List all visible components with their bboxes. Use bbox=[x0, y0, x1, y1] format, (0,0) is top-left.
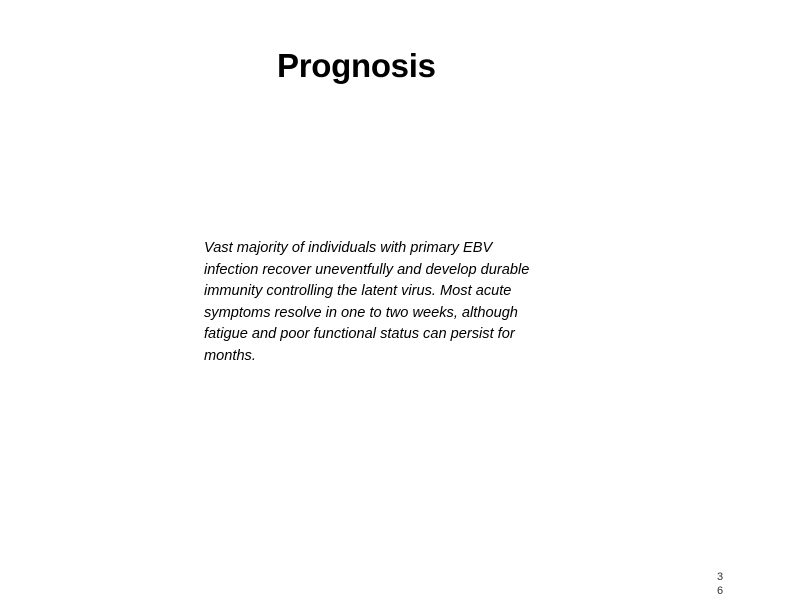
body-line: infection recover uneventfully and develop durable bbox=[204, 261, 530, 278]
page-number-digit: 3 bbox=[717, 571, 724, 583]
page-number-digit: 6 bbox=[717, 585, 724, 597]
body-line: months. bbox=[204, 347, 256, 364]
page-number bbox=[717, 570, 729, 598]
body-paragraph bbox=[204, 238, 594, 367]
slide-title: Prognosis bbox=[277, 47, 436, 84]
body-line: Vast majority of individuals with primary EBV bbox=[204, 240, 493, 256]
body-line: symptoms resolve in one to two weeks, although bbox=[204, 304, 518, 321]
body-line: fatigue and poor functional status can persist for bbox=[204, 326, 515, 342]
body-line: immunity controlling the latent virus. Most acute bbox=[204, 283, 512, 299]
